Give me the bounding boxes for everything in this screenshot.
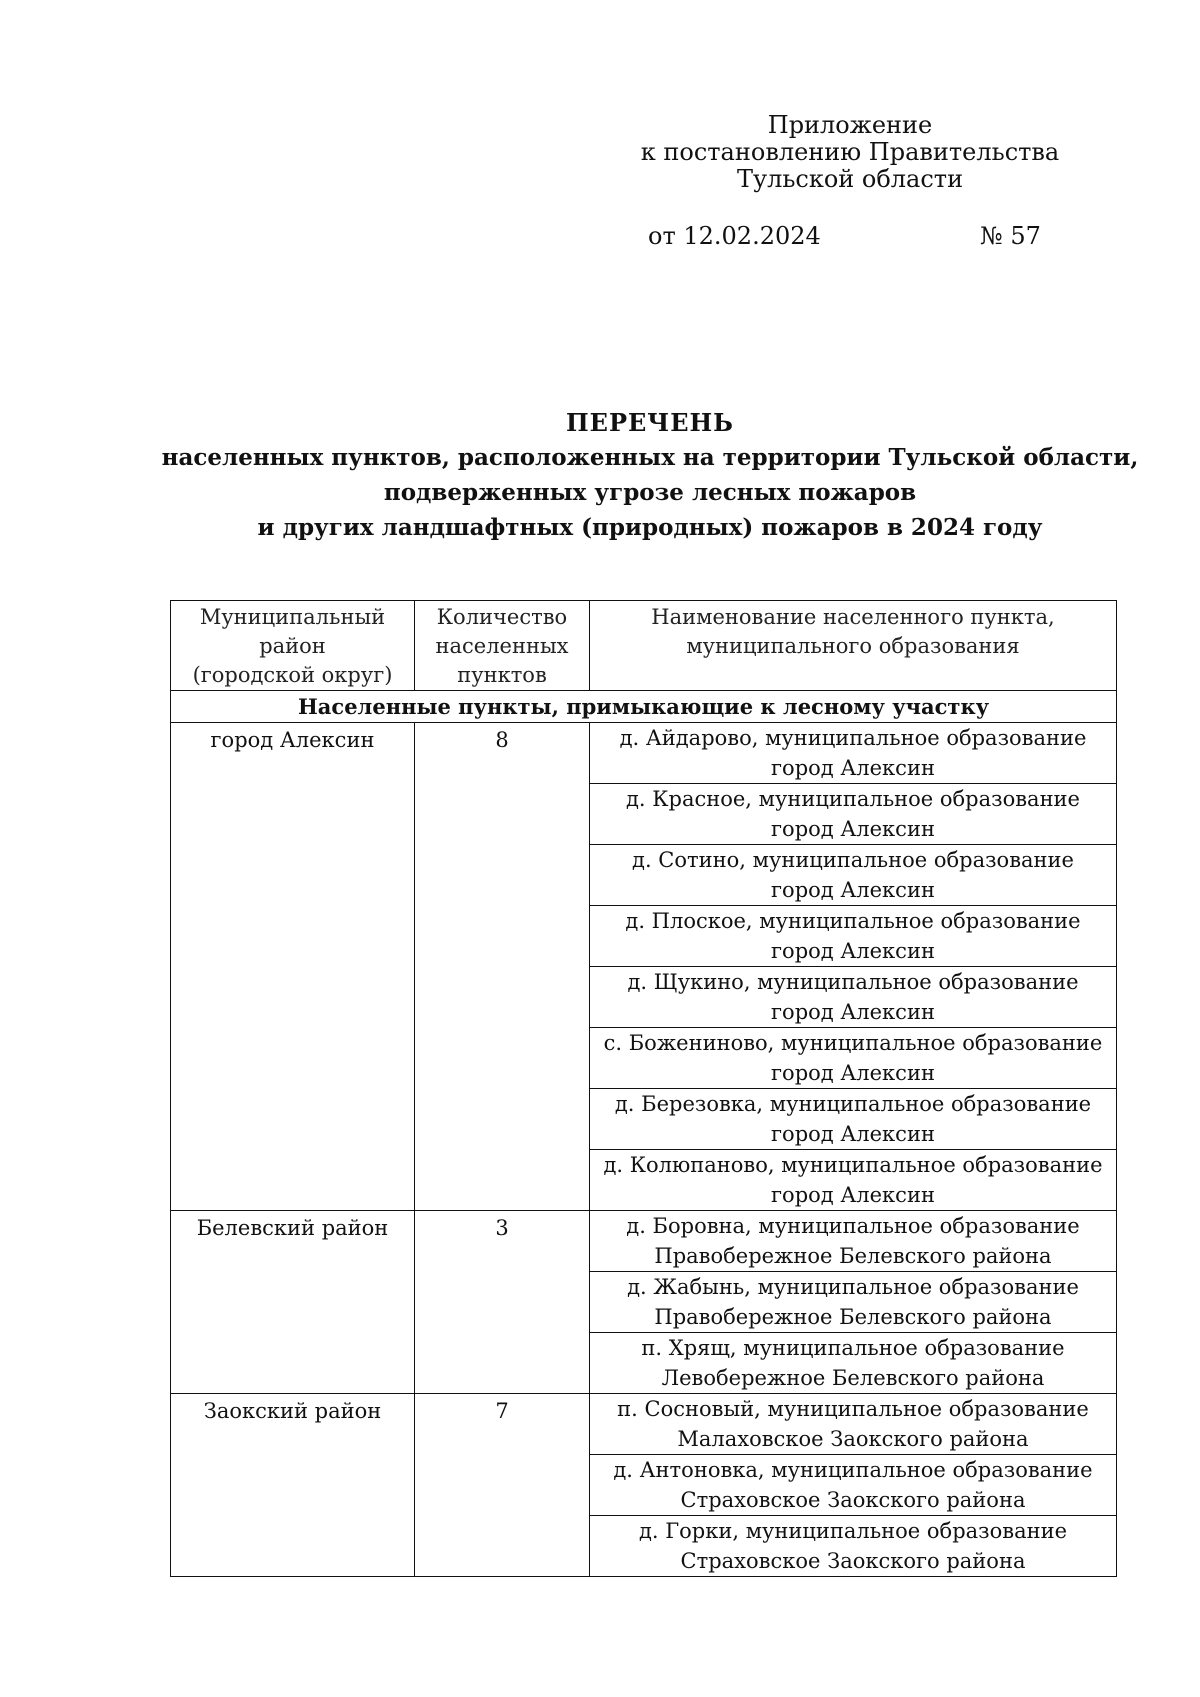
settlement-line: д. Горки, муниципальное образование bbox=[638, 1519, 1068, 1543]
header-text: населенных bbox=[435, 634, 569, 658]
settlement-line: город Алексин bbox=[771, 878, 935, 902]
settlement-line: д. Колюпаново, муниципальное образование bbox=[603, 1153, 1103, 1177]
header-text: Муниципальный bbox=[199, 605, 386, 629]
settlement-line: Страховское Заокского района bbox=[680, 1488, 1026, 1512]
settlement-cell bbox=[590, 967, 1117, 1028]
settlement-cell bbox=[590, 1150, 1117, 1211]
settlement-line: Страховское Заокского района bbox=[680, 1549, 1026, 1573]
table-row bbox=[171, 1211, 1117, 1272]
settlement-line: д. Плоское, муниципальное образование bbox=[625, 909, 1081, 933]
settlement-cell bbox=[590, 1089, 1117, 1150]
settlement-line: город Алексин bbox=[771, 939, 935, 963]
settlement-line: город Алексин bbox=[771, 756, 935, 780]
settlement-line: город Алексин bbox=[771, 1122, 935, 1146]
header-text: (городской округ) bbox=[192, 663, 393, 687]
settlement-cell bbox=[590, 845, 1117, 906]
table-row bbox=[171, 723, 1117, 784]
decree-number: № 57 bbox=[980, 222, 1041, 250]
settlement-line: город Алексин bbox=[771, 1061, 935, 1085]
district-cell: город Алексин bbox=[171, 723, 415, 1211]
settlement-line: д. Красное, муниципальное образование bbox=[625, 787, 1080, 811]
settlement-cell bbox=[590, 1455, 1117, 1516]
header-text: пунктов bbox=[457, 663, 547, 687]
table-body bbox=[171, 691, 1117, 1577]
settlement-line: Малаховское Заокского района bbox=[677, 1427, 1029, 1451]
settlement-line: д. Березовка, муниципальное образование bbox=[614, 1092, 1092, 1116]
settlement-line: д. Жабынь, муниципальное образование bbox=[627, 1275, 1079, 1299]
header-district bbox=[171, 601, 415, 691]
settlement-line: п. Сосновый, муниципальное образование bbox=[617, 1397, 1089, 1421]
district-cell: Белевский район bbox=[171, 1211, 415, 1394]
settlement-line: д. Айдарово, муниципальное образование bbox=[619, 726, 1087, 750]
settlement-line: Правобережное Белевского района bbox=[654, 1305, 1052, 1329]
settlement-cell bbox=[590, 1333, 1117, 1394]
settlement-cell bbox=[590, 723, 1117, 784]
header-text: Наименование населенного пункта, bbox=[651, 605, 1055, 629]
header-settlement bbox=[590, 601, 1117, 691]
title-line: и других ландшафтных (природных) пожаров в 2024 году bbox=[257, 514, 1043, 541]
table-header bbox=[171, 601, 1117, 691]
settlement-cell bbox=[590, 1028, 1117, 1089]
count-cell: 7 bbox=[415, 1394, 590, 1577]
settlement-cell bbox=[590, 1272, 1117, 1333]
settlement-line: город Алексин bbox=[771, 1000, 935, 1024]
settlement-cell bbox=[590, 906, 1117, 967]
count-cell: 8 bbox=[415, 723, 590, 1211]
section-row bbox=[171, 691, 1117, 723]
settlement-line: город Алексин bbox=[771, 1183, 935, 1207]
header-text: район bbox=[259, 634, 326, 658]
settlement-line: д. Антоновка, муниципальное образование bbox=[613, 1458, 1093, 1482]
settlement-cell bbox=[590, 1516, 1117, 1577]
annex-line: к постановлению Правительства bbox=[640, 138, 1060, 166]
annex-heading bbox=[630, 112, 1070, 193]
settlement-line: д. Щукино, муниципальное образование bbox=[627, 970, 1079, 994]
settlement-line: Левобережное Белевского района bbox=[661, 1366, 1045, 1390]
title-main: ПЕРЕЧЕНЬ bbox=[566, 408, 734, 437]
title-line: подверженных угрозе лесных пожаров bbox=[383, 479, 917, 506]
document-title bbox=[100, 405, 1200, 545]
count-cell: 3 bbox=[415, 1211, 590, 1394]
title-line: населенных пунктов, расположенных на территории Тульской области, bbox=[161, 444, 1139, 471]
settlement-line: п. Хрящ, муниципальное образование bbox=[641, 1336, 1065, 1360]
annex-line: Приложение bbox=[767, 111, 933, 139]
settlement-line: с. Боженинoво, муниципальное образование bbox=[603, 1031, 1103, 1055]
annex-line: Тульской области bbox=[736, 165, 964, 193]
table-row bbox=[171, 1394, 1117, 1455]
settlement-cell bbox=[590, 1211, 1117, 1272]
district-cell: Заокский район bbox=[171, 1394, 415, 1577]
section-title: Населенные пункты, примыкающие к лесному участку bbox=[171, 691, 1117, 723]
header-text: Количество bbox=[436, 605, 568, 629]
settlement-cell bbox=[590, 784, 1117, 845]
settlement-line: Правобережное Белевского района bbox=[654, 1244, 1052, 1268]
settlement-line: д. Боровна, муниципальное образование bbox=[626, 1214, 1080, 1238]
settlements-table bbox=[170, 600, 1117, 1577]
settlement-line: город Алексин bbox=[771, 817, 935, 841]
header-count bbox=[415, 601, 590, 691]
settlement-cell bbox=[590, 1394, 1117, 1455]
settlement-line: д. Сотино, муниципальное образование bbox=[632, 848, 1074, 872]
decree-date: от 12.02.2024 bbox=[648, 222, 821, 250]
header-text: муниципального образования bbox=[686, 634, 1020, 658]
